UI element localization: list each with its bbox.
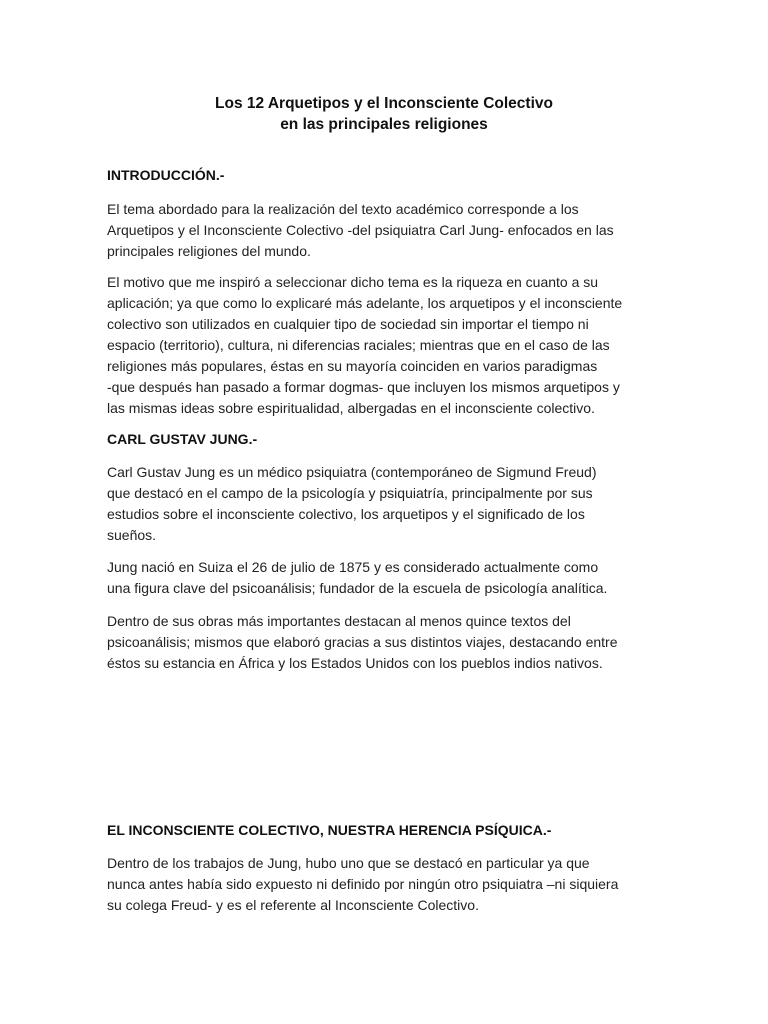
- document-title-line-2: en las principales religiones: [280, 116, 488, 133]
- paragraph: [107, 557, 667, 599]
- paragraph-line: Arquetipos y el Inconsciente Colectivo -del psiquiatra Carl Jung- enfocados en las: [107, 222, 614, 238]
- paragraph-line: Jung nació en Suiza el 26 de julio de 1875 y es considerado actualmente como: [107, 559, 599, 575]
- paragraph: [107, 272, 667, 419]
- paragraph-line: sueños.: [107, 527, 157, 543]
- paragraph-line: estudios sobre el inconsciente colectivo, los arquetipos y el significado de los: [107, 506, 585, 522]
- paragraph: [107, 462, 667, 546]
- paragraph-line: una figura clave del psicoanálisis; fundador de la escuela de psicología analítica.: [107, 580, 608, 596]
- paragraph-line: aplicación; ya que como lo explicaré más adelante, los arquetipos y el inconsciente: [107, 295, 623, 311]
- paragraph-line: colectivo son utilizados en cualquier tipo de sociedad sin importar el tiempo ni: [107, 316, 589, 332]
- paragraph-line: Dentro de los trabajos de Jung, hubo uno que se destacó en particular ya que: [107, 855, 590, 871]
- paragraph-line: nunca antes había sido expuesto ni definido por ningún otro psiquiatra –ni siquiera: [107, 876, 619, 892]
- paragraph-line: éstos su estancia en África y los Estados Unidos con los pueblos indios nativos.: [107, 655, 603, 671]
- paragraph-line: Dentro de sus obras más importantes destacan al menos quince textos del: [107, 613, 571, 629]
- paragraph-line: -que después han pasado a formar dogmas- que incluyen los mismos arquetipos y: [107, 379, 620, 395]
- paragraph-line: su colega Freud- y es el referente al Inconsciente Colectivo.: [107, 897, 479, 913]
- section-heading-introduccion: INTRODUCCIÓN.-: [107, 167, 225, 183]
- paragraph: [107, 853, 667, 916]
- paragraph: [107, 199, 667, 262]
- paragraph-line: principales religiones del mundo.: [107, 243, 311, 259]
- paragraph-line: las mismas ideas sobre espiritualidad, albergadas en el inconsciente colectivo.: [107, 400, 595, 416]
- paragraph-line: que destacó en el campo de la psicología y psiquiatría, principalmente por sus: [107, 485, 593, 501]
- paragraph: [107, 611, 667, 674]
- paragraph-line: psicoanálisis; mismos que elaboró gracias a sus distintos viajes, destacando entre: [107, 634, 618, 650]
- section-heading-carl-gustav-jung: CARL GUSTAV JUNG.-: [107, 431, 258, 447]
- document-title-line-1: Los 12 Arquetipos y el Inconsciente Colectivo: [215, 95, 553, 112]
- section-heading-inconsciente-colectivo: EL INCONSCIENTE COLECTIVO, NUESTRA HERENCIA PSÍQUICA.-: [107, 822, 552, 838]
- paragraph-line: El tema abordado para la realización del texto académico corresponde a los: [107, 201, 579, 217]
- paragraph-line: El motivo que me inspiró a seleccionar dicho tema es la riqueza en cuanto a su: [107, 274, 599, 290]
- paragraph-line: espacio (territorio), cultura, ni diferencias raciales; mientras que en el caso de las: [107, 337, 610, 353]
- paragraph-line: Carl Gustav Jung es un médico psiquiatra (contemporáneo de Sigmund Freud): [107, 464, 597, 480]
- paragraph-line: religiones más populares, éstas en su mayoría coinciden en varios paradigmas: [107, 358, 598, 374]
